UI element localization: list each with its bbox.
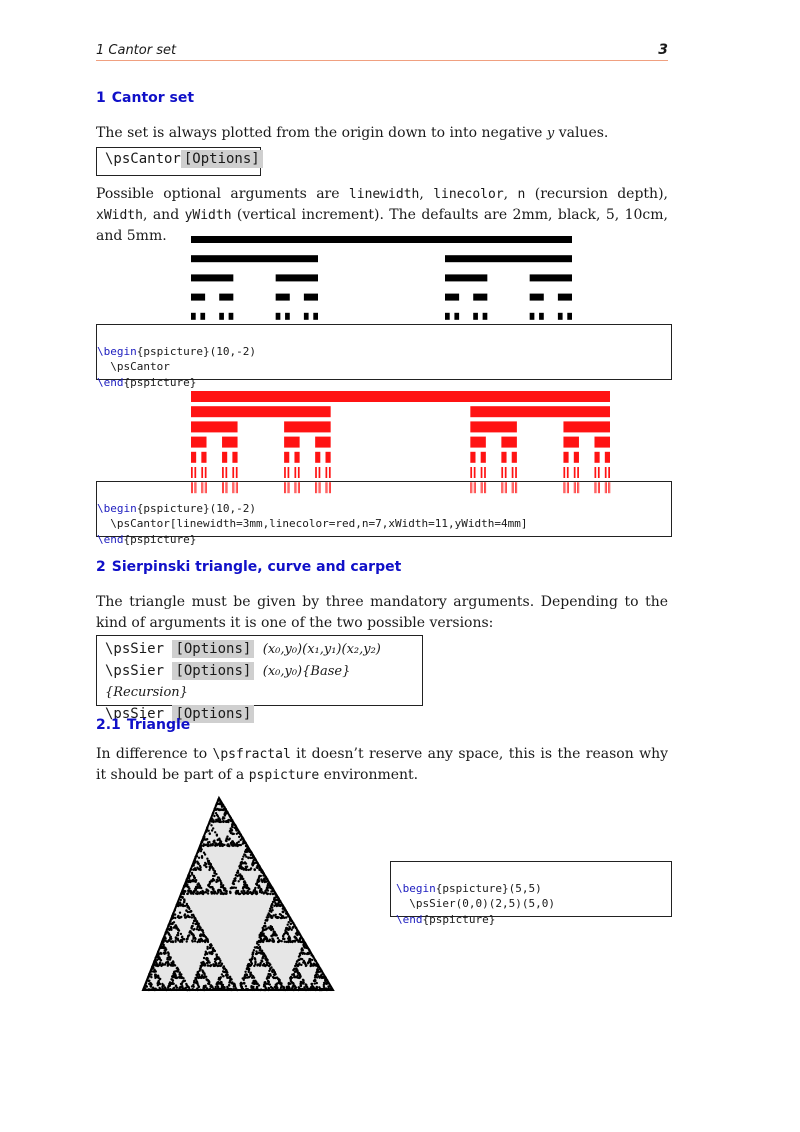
syntax-args: (x₀,y₀){Base}{Recursion} <box>105 663 351 700</box>
intro-text-end: values. <box>558 125 609 141</box>
intro-text: The set is always plotted from the origin down to into negative <box>96 125 543 141</box>
syntax-command: \psSier <box>105 641 165 657</box>
code-example-3 <box>390 861 672 926</box>
text: it doesn’t reserve any space, this is the reason why it should be part of a <box>96 746 668 783</box>
code-text: {pspicture}(10,-2) <box>136 501 256 515</box>
arg-ywidth: yWidth <box>184 208 232 223</box>
syntax-args: (x₀,y₀)(x₁,y₁)(x₂,y₂) <box>262 642 381 657</box>
running-title: 1 Cantor set <box>96 43 177 58</box>
text: (vertical increment). The defaults are 2mm, black, 5, 10cm, and 5mm. <box>96 207 668 244</box>
section-title: Cantor set <box>111 90 195 106</box>
code-text: {pspicture}(5,5) <box>435 881 542 895</box>
code-keyword: \begin <box>97 344 137 358</box>
syntax-command: \psSier <box>105 705 165 722</box>
syntax-options: [Options] <box>172 662 254 680</box>
code-keyword: \end <box>97 375 124 389</box>
code-line <box>391 896 671 912</box>
text: In difference to <box>96 746 213 762</box>
sierpinski-intro-paragraph: The triangle must be given by three mandatory arguments. Depending to the kind of arguments it is one of the two possible versions: <box>96 594 668 631</box>
code-keyword: \end <box>97 532 124 546</box>
code-text: {pspicture} <box>123 375 197 389</box>
inline-code-psfractal: \psfractal <box>212 747 291 762</box>
syntax-options: [Options] <box>181 150 263 168</box>
code-text: {pspicture}(10,-2) <box>136 344 256 358</box>
syntax-options: [Options] <box>172 640 254 658</box>
subsection-title: Triangle <box>126 717 191 733</box>
inline-code-pspicture: pspicture <box>248 768 320 783</box>
sierpinski-triangle-figure <box>0 0 400 1000</box>
arg-n: n <box>517 187 526 202</box>
code-line <box>391 912 671 928</box>
section-number: 1 <box>96 90 106 106</box>
text: environment. <box>319 767 419 783</box>
code-text: \psCantor <box>97 360 170 373</box>
syntax-command: \psCantor <box>105 151 181 167</box>
code-keyword: \end <box>396 912 423 926</box>
math-variable-y: y <box>546 126 555 141</box>
code-text: \psSier(0,0)(2,5)(5,0) <box>396 897 555 910</box>
text: (recursion depth), <box>525 186 668 202</box>
code-keyword: \begin <box>396 881 436 895</box>
arg-linewidth: linewidth <box>348 187 420 202</box>
code-text: {pspicture} <box>422 912 496 926</box>
arg-linecolor: linecolor <box>433 187 504 202</box>
section-title: Sierpinski triangle, curve and carpet <box>111 559 402 575</box>
syntax-command: \psSier <box>105 662 165 679</box>
text: , and <box>142 207 185 223</box>
code-line <box>391 881 671 897</box>
code-text: {pspicture} <box>123 532 197 546</box>
text: , <box>503 186 518 202</box>
arg-xwidth: xWidth <box>96 208 143 223</box>
page-number: 3 <box>658 42 668 58</box>
syntax-options: [Options] <box>172 705 254 723</box>
code-keyword: \begin <box>97 501 137 515</box>
text: Possible optional arguments are <box>96 186 349 202</box>
code-text: \psCantor[linewidth=3mm,linecolor=red,n=7,xWidth=11,yWidth=4mm] <box>97 517 528 530</box>
text: , <box>419 186 434 202</box>
section-number: 2 <box>96 559 106 575</box>
subsection-number: 2.1 <box>96 717 121 733</box>
